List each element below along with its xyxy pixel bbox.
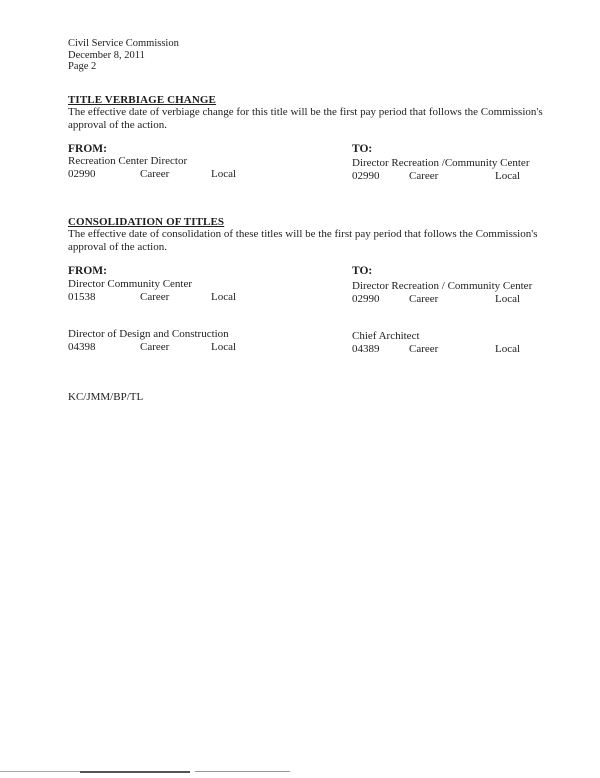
title-codes (68, 291, 237, 304)
title-code: 01538 (68, 291, 96, 303)
author-initials: KC/JMM/BP/TL (68, 391, 144, 403)
section-description-verbiage-change: The effective date of verbiage change for this title will be the first pay period that follows the Commission's approval of the action. (68, 106, 543, 131)
to-label: TO: (352, 265, 373, 277)
title-status: Career (140, 341, 170, 353)
from-title-entry (68, 278, 237, 304)
title-name: Director Community Center (68, 278, 193, 290)
title-status: Career (409, 293, 439, 305)
from-title-entry (68, 328, 237, 354)
title-level: Local (495, 343, 521, 355)
title-code: 02990 (352, 170, 380, 182)
to-label: TO: (352, 143, 373, 155)
title-name: Director Recreation /Community Center (352, 157, 530, 169)
from-label: FROM: (68, 143, 107, 155)
title-status: Career (140, 291, 170, 303)
title-codes (352, 343, 521, 356)
section-title-consolidation: CONSOLIDATION OF TITLES (68, 216, 225, 228)
from-title-entry (68, 155, 237, 181)
scan-artifact-line (80, 771, 190, 773)
title-name: Recreation Center Director (68, 155, 188, 167)
title-name: Director Recreation / Community Center (352, 280, 533, 292)
title-level: Local (211, 291, 237, 303)
title-status: Career (409, 343, 439, 355)
title-code: 02990 (68, 168, 96, 180)
header-page-number: Page 2 (68, 61, 97, 72)
title-codes (352, 293, 532, 306)
header-organization: Civil Service Commission (68, 38, 179, 49)
letter-header (68, 38, 179, 73)
title-level: Local (211, 341, 237, 353)
title-codes (68, 341, 237, 354)
title-level: Local (495, 170, 521, 182)
title-codes (68, 168, 237, 181)
title-name: Chief Architect (352, 330, 420, 342)
title-level: Local (211, 168, 237, 180)
title-status: Career (409, 170, 439, 182)
section-title-verbiage-change: TITLE VERBIAGE CHANGE (68, 94, 216, 106)
title-codes (352, 170, 529, 183)
to-title-entry (352, 280, 532, 306)
section-description-consolidation: The effective date of consolidation of these titles will be the first pay period that follows the Commission's approval of the action. (68, 228, 538, 253)
title-code: 04389 (352, 343, 380, 355)
title-code: 02990 (352, 293, 380, 305)
title-name: Director of Design and Construction (68, 328, 229, 340)
title-level: Local (495, 293, 521, 305)
scan-artifact-line (195, 771, 290, 772)
title-code: 04398 (68, 341, 96, 353)
title-status: Career (140, 168, 170, 180)
header-date: December 8, 2011 (68, 49, 145, 61)
to-title-entry (352, 157, 529, 183)
from-label: FROM: (68, 265, 107, 277)
to-title-entry (352, 330, 521, 356)
scan-artifact-line (0, 771, 80, 772)
